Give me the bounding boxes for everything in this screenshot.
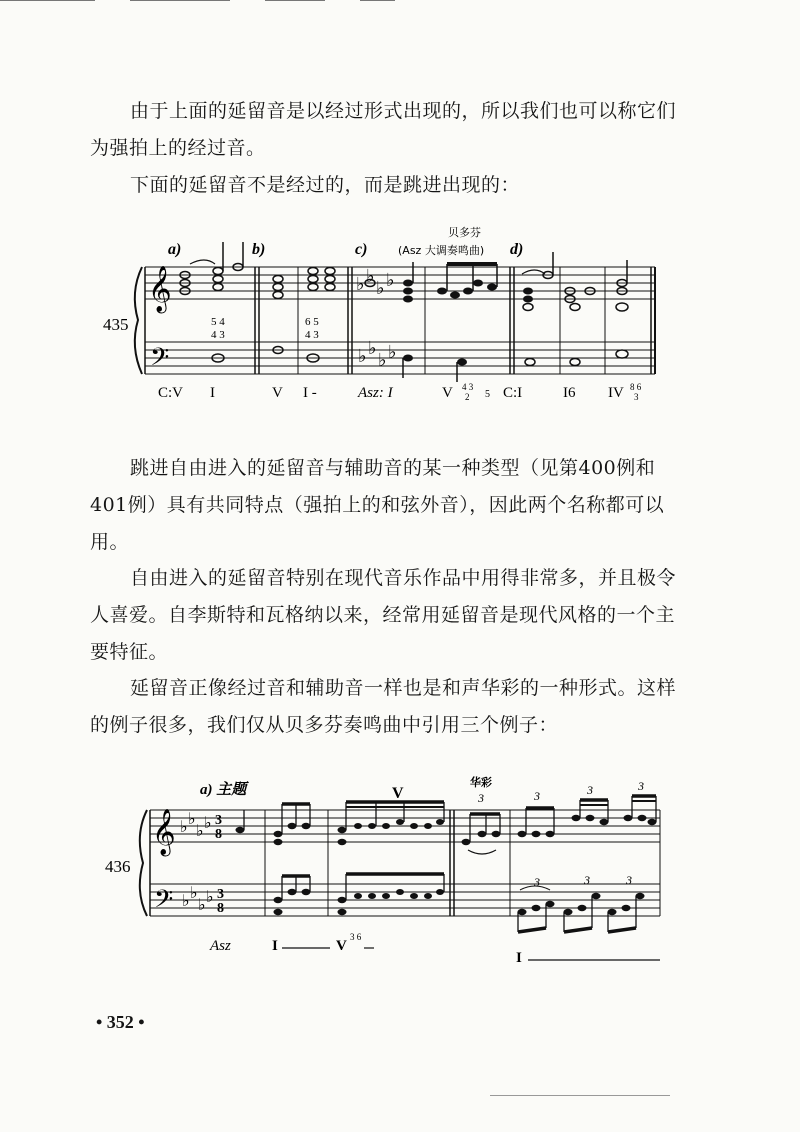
- analysis-fig3: 3: [634, 392, 639, 402]
- svg-text:♭: ♭: [378, 350, 387, 370]
- figure-3: 6 5: [305, 316, 319, 328]
- example-number-435: 435: [103, 315, 129, 334]
- analysis-fig2: 2: [465, 392, 470, 402]
- ornament-label: 华彩: [470, 776, 492, 789]
- paragraph-4: 自由进入的延留音特别在现代音乐作品中用得非常多，并且极令人喜爱。自李斯特和瓦格纳以来，经常用延留音是现代风格的一个主要特征。: [90, 567, 677, 663]
- triplet-4: 3: [638, 779, 644, 793]
- svg-text:𝄢: 𝄢: [150, 344, 170, 377]
- triplet-3: 3: [587, 783, 593, 797]
- svg-text:𝄢: 𝄢: [154, 886, 174, 919]
- svg-text:♭: ♭: [182, 893, 190, 910]
- svg-text:♭: ♭: [368, 338, 377, 358]
- figure-4: 4 3: [305, 329, 319, 341]
- svg-text:𝄞: 𝄞: [148, 266, 172, 311]
- page-number: • 352 •: [96, 1012, 145, 1032]
- triplet-2: 3: [534, 789, 540, 803]
- triplet-6: 3: [584, 873, 590, 887]
- label-d: d): [510, 241, 524, 258]
- example-number-436: 436: [105, 857, 131, 876]
- analysis-fig86: 8 6: [630, 382, 642, 392]
- svg-text:♭: ♭: [206, 889, 214, 906]
- triplet-7: 3: [626, 873, 632, 887]
- svg-text:♭: ♭: [204, 815, 212, 832]
- analysis-fig-436: 3 6: [350, 932, 362, 942]
- svg-text:♭: ♭: [366, 266, 375, 286]
- paragraph-5: 延留音正像经过音和辅助音一样也是和声华彩的一种形式。这样的例子很多，我们仅从贝多芬奏鸣曲中引用三个例子：: [90, 677, 677, 736]
- analysis-v2: V: [442, 385, 453, 401]
- analysis-asz: Asz: I: [358, 385, 393, 401]
- music-example-435: [0, 212, 800, 412]
- analysis-iv: IV: [608, 385, 624, 401]
- svg-text:♭: ♭: [196, 823, 204, 840]
- svg-text:𝄞: 𝄞: [152, 809, 176, 854]
- analysis-cv: C:V: [158, 385, 184, 401]
- triplet-1: 3: [478, 791, 484, 805]
- analysis-v1: V: [272, 385, 283, 401]
- composer-name: 贝多芬: [448, 226, 481, 239]
- paragraph-3: 跳进自由进入的延留音与辅助音的某一种类型（见第400例和401例）具有共同特点（强拍上的和弦外音），因此两个名称都可以用。: [90, 457, 665, 553]
- time-sig-bottom-bass: 8: [217, 901, 224, 916]
- music-example-436: [0, 772, 800, 972]
- analysis-i6: I6: [563, 385, 576, 401]
- figure-2: 4 3: [211, 329, 225, 341]
- time-sig-top-bass: 3: [217, 887, 224, 902]
- svg-text:♭: ♭: [180, 819, 188, 836]
- label-b: b): [252, 241, 266, 258]
- analysis-fig5: 5: [485, 389, 490, 400]
- time-sig-top-treble: 3: [215, 813, 222, 828]
- figure-1: 5 4: [211, 316, 225, 328]
- label-c: c): [355, 241, 368, 258]
- label-a-theme: a) 主题: [200, 782, 247, 798]
- piece-title: (Asz 大调奏鸣曲): [398, 244, 485, 257]
- svg-text:♭: ♭: [356, 274, 365, 294]
- svg-text:♭: ♭: [376, 278, 385, 298]
- analysis-v-436: V: [336, 938, 347, 954]
- svg-text:♭: ♭: [198, 897, 206, 914]
- svg-text:♭: ♭: [188, 811, 196, 828]
- svg-text:♭: ♭: [388, 342, 397, 362]
- paragraph-2: 下面的延留音不是经过的，而是跳进出现的：: [130, 174, 521, 196]
- svg-text:♭: ♭: [358, 346, 367, 366]
- analysis-i2: I -: [303, 385, 317, 401]
- time-sig-bottom-treble: 8: [215, 827, 222, 842]
- analysis-i-436: I: [272, 938, 278, 954]
- svg-text:♭: ♭: [386, 270, 395, 290]
- triplet-5: 3: [534, 875, 540, 889]
- analysis-ci: C:I: [503, 385, 523, 401]
- paragraph-1: 由于上面的延留音是以经过形式出现的，所以我们也可以称它们为强拍上的经过音。: [90, 100, 677, 159]
- v-mark: V: [392, 785, 404, 802]
- svg-text:♭: ♭: [190, 885, 198, 902]
- analysis-fig43: 4 3: [462, 382, 474, 392]
- analysis-i1: I: [210, 385, 215, 401]
- label-a: a): [168, 241, 182, 258]
- analysis-asz-436: Asz: [210, 938, 231, 954]
- analysis-i2-436: I: [516, 950, 522, 966]
